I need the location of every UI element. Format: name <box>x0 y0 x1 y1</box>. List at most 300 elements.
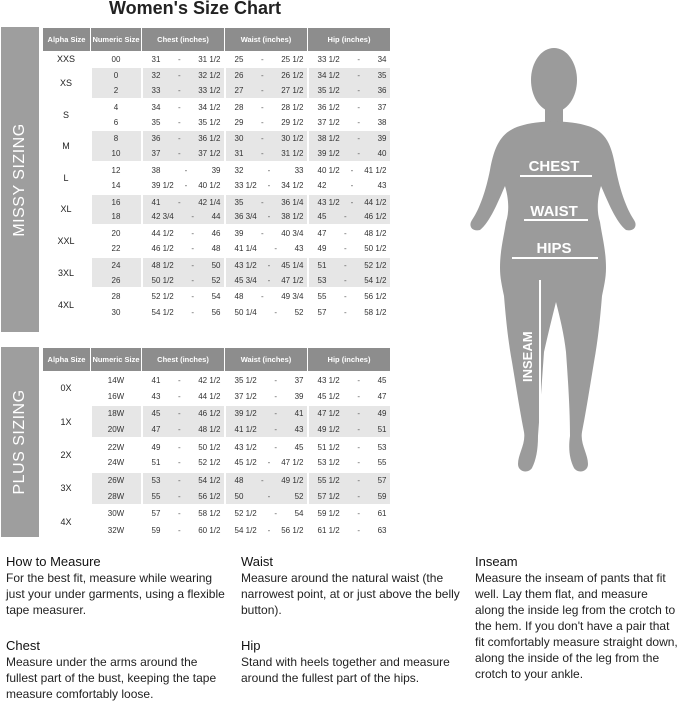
waist-range <box>226 261 307 270</box>
hip-max: 50 1/2 <box>364 243 387 253</box>
hip-min: 53 <box>317 275 327 285</box>
table-row <box>43 241 391 257</box>
hip-min: 43 1/2 <box>317 375 340 385</box>
waist-max: 47 1/2 <box>281 275 304 285</box>
hip-range-cell <box>308 83 391 99</box>
range-dash: - <box>274 375 277 385</box>
waist-text: Measure around the natural waist (the narrowest point, at or just above the belly button). <box>241 571 460 617</box>
hip-range-cell <box>308 225 391 241</box>
waist-header: Waist (inches) <box>225 348 308 372</box>
chest-range <box>143 409 224 418</box>
hip-range-cell <box>308 194 391 210</box>
hip-min: 33 1/2 <box>317 54 340 64</box>
plus-size-table <box>42 347 392 538</box>
numeric-size-cell: 18 <box>91 209 142 225</box>
waist-range-cell <box>225 130 308 146</box>
hip-min: 59 1/2 <box>317 509 340 519</box>
waist-header: Waist (inches) <box>225 28 308 52</box>
hip-range-cell <box>308 52 391 68</box>
table-row <box>43 273 391 289</box>
numeric-size-cell: 00 <box>91 52 142 68</box>
waist-max: 38 1/2 <box>281 212 304 222</box>
hip-min: 57 <box>317 307 327 317</box>
chest-range-cell <box>142 438 225 455</box>
waist-min: 50 <box>234 491 244 501</box>
table-row <box>43 522 391 539</box>
chest-range <box>143 509 224 518</box>
hip-range-cell <box>308 162 391 178</box>
chest-range-cell <box>142 209 225 225</box>
chest-min: 51 <box>151 458 161 468</box>
chest-range-cell <box>142 194 225 210</box>
hip-range <box>309 308 390 317</box>
hip-range-cell <box>308 472 391 489</box>
range-dash: - <box>357 424 360 434</box>
waist-max: 41 <box>294 409 304 419</box>
chest-range <box>143 261 224 270</box>
hip-min: 45 <box>317 212 327 222</box>
range-dash: - <box>191 292 194 302</box>
table-row <box>43 67 391 83</box>
table-row <box>43 488 391 505</box>
range-dash: - <box>357 85 360 95</box>
range-dash: - <box>191 307 194 317</box>
range-dash: - <box>177 491 181 501</box>
waist-range <box>226 71 307 80</box>
hip-range <box>309 134 390 143</box>
chest-range-cell <box>142 505 225 522</box>
hip-range-cell <box>308 288 391 304</box>
chest-range-cell <box>142 304 225 320</box>
waist-range-cell <box>225 273 308 289</box>
chest-range <box>143 308 224 317</box>
how-to-measure-heading: How to Measure <box>6 554 101 569</box>
table-row <box>43 472 391 489</box>
alpha-size-header: Alpha Size <box>43 28 91 52</box>
waist-min: 54 1/2 <box>234 525 257 535</box>
hip-min: 49 <box>317 243 327 253</box>
range-dash: - <box>177 117 181 127</box>
chest-max: 54 1/2 <box>198 475 221 485</box>
hip-range <box>309 526 390 535</box>
hip-range-cell <box>308 438 391 455</box>
range-dash: - <box>260 71 264 81</box>
table-row <box>43 83 391 99</box>
inseam-section <box>475 554 679 682</box>
hip-max: 38 <box>377 117 387 127</box>
alpha-size-cell: L <box>43 162 91 194</box>
waist-range-cell <box>225 488 308 505</box>
hip-min: 40 1/2 <box>317 165 340 175</box>
table-row <box>43 455 391 472</box>
hip-min: 61 1/2 <box>317 525 340 535</box>
range-dash: - <box>267 260 271 270</box>
alpha-size-cell: M <box>43 130 91 162</box>
chest-min: 35 <box>151 117 161 127</box>
waist-range <box>226 409 307 418</box>
alpha-size-cell: XL <box>43 194 91 226</box>
chest-min: 36 <box>151 134 161 144</box>
chest-min: 49 <box>151 442 161 452</box>
hip-range <box>309 166 390 175</box>
waist-range-cell <box>225 178 308 194</box>
waist-range-cell <box>225 304 308 320</box>
hip-max: 46 1/2 <box>364 212 387 222</box>
waist-range-cell <box>225 522 308 539</box>
chest-text: Measure under the arms around the fullest part of the bust, keeping the tape measure comfortably loose. <box>6 655 217 701</box>
range-dash: - <box>343 243 347 253</box>
alpha-size-header: Alpha Size <box>43 348 91 372</box>
range-dash: - <box>343 292 347 302</box>
hip-max: 45 <box>377 375 387 385</box>
range-dash: - <box>260 197 264 207</box>
chest-min: 34 <box>151 102 161 112</box>
waist-range-cell <box>225 455 308 472</box>
range-dash: - <box>350 197 354 207</box>
alpha-size-cell: 4X <box>43 505 91 538</box>
hip-range <box>309 376 390 385</box>
chest-range <box>143 55 224 64</box>
alpha-size-cell: XXL <box>43 225 91 257</box>
range-dash: - <box>343 229 347 239</box>
table-row <box>43 388 391 405</box>
alpha-size-cell: 4XL <box>43 288 91 320</box>
chest-max: 42 1/4 <box>198 197 221 207</box>
range-dash: - <box>357 117 360 127</box>
chest-min: 53 <box>151 475 161 485</box>
waist-range-cell <box>225 472 308 489</box>
waist-max: 49 1/2 <box>281 475 304 485</box>
range-dash: - <box>177 375 181 385</box>
hip-range-cell <box>308 405 391 422</box>
hip-range <box>309 118 390 127</box>
waist-max: 56 1/2 <box>281 525 304 535</box>
range-dash: - <box>357 509 360 519</box>
range-dash: - <box>177 409 181 419</box>
hip-min: 36 1/2 <box>317 102 340 112</box>
range-dash: - <box>177 134 181 144</box>
range-dash: - <box>267 458 271 468</box>
hip-max: 63 <box>377 525 387 535</box>
waist-max: 37 <box>294 375 304 385</box>
waist-range <box>226 276 307 285</box>
numeric-size-cell: 20 <box>91 225 142 241</box>
waist-min: 26 <box>234 71 244 81</box>
numeric-size-cell: 16W <box>91 388 142 405</box>
range-dash: - <box>267 165 271 175</box>
chest-range-cell <box>142 83 225 99</box>
range-dash: - <box>357 491 360 501</box>
hip-min: 35 1/2 <box>317 85 340 95</box>
waist-range-cell <box>225 505 308 522</box>
waist-min: 41 1/2 <box>234 424 257 434</box>
waist-min: 39 <box>234 229 244 239</box>
waist-min: 35 <box>234 197 244 207</box>
alpha-size-cell: XS <box>43 67 91 99</box>
range-dash: - <box>274 391 277 401</box>
numeric-size-cell: 10 <box>91 146 142 162</box>
range-dash: - <box>357 475 360 485</box>
hip-range <box>309 229 390 238</box>
hip-max: 52 1/2 <box>364 260 387 270</box>
range-dash: - <box>177 149 181 159</box>
chest-range-cell <box>142 257 225 273</box>
chest-max: 46 <box>211 229 221 239</box>
chest-max: 52 1/2 <box>198 458 221 468</box>
chest-range-cell <box>142 288 225 304</box>
waist-range <box>226 134 307 143</box>
waist-range <box>226 376 307 385</box>
chest-max: 32 1/2 <box>198 71 221 81</box>
waist-max: 29 1/2 <box>281 117 304 127</box>
chest-min: 38 <box>151 165 161 175</box>
numeric-size-cell: 12 <box>91 162 142 178</box>
table-row <box>43 209 391 225</box>
chest-range-cell <box>142 273 225 289</box>
chest-max: 56 <box>211 307 221 317</box>
chest-range <box>143 181 224 190</box>
hip-max: 39 <box>377 134 387 144</box>
page-title: Women's Size Chart <box>109 0 281 18</box>
numeric-size-cell: 30 <box>91 304 142 320</box>
chest-min: 50 1/2 <box>151 275 174 285</box>
chest-range-cell <box>142 146 225 162</box>
hip-min: 39 1/2 <box>317 149 340 159</box>
chest-max: 36 1/2 <box>198 134 221 144</box>
range-dash: - <box>177 197 181 207</box>
hip-range <box>309 198 390 207</box>
waist-min: 45 3/4 <box>234 275 257 285</box>
hip-max: 40 <box>377 149 387 159</box>
waist-max: 52 <box>294 307 304 317</box>
hip-range-cell <box>308 522 391 539</box>
hip-range <box>309 276 390 285</box>
range-dash: - <box>177 391 181 401</box>
waist-range-cell <box>225 83 308 99</box>
chest-range <box>143 244 224 253</box>
chest-min: 57 <box>151 509 161 519</box>
hip-range <box>309 86 390 95</box>
waist-range <box>226 212 307 221</box>
numeric-size-cell: 16 <box>91 194 142 210</box>
hip-min: 34 1/2 <box>317 71 340 81</box>
waist-min: 43 1/2 <box>234 442 257 452</box>
range-dash: - <box>267 275 271 285</box>
numeric-size-cell: 18W <box>91 405 142 422</box>
waist-max: 43 <box>294 243 304 253</box>
waist-max: 43 <box>294 424 304 434</box>
chest-range <box>143 526 224 535</box>
hip-min: 51 1/2 <box>317 442 340 452</box>
waist-range <box>226 308 307 317</box>
range-dash: - <box>177 442 181 452</box>
hip-min: 37 1/2 <box>317 117 340 127</box>
waist-range <box>226 103 307 112</box>
waist-range <box>226 55 307 64</box>
chest-range-cell <box>142 422 225 439</box>
hip-min: 53 1/2 <box>317 458 340 468</box>
chest-min: 45 <box>151 409 161 419</box>
waist-min: 28 <box>234 102 244 112</box>
chest-max: 35 1/2 <box>198 117 221 127</box>
waist-max: 49 3/4 <box>281 292 304 302</box>
table-row <box>43 257 391 273</box>
hip-heading: Hip <box>241 638 261 653</box>
range-dash: - <box>267 491 271 501</box>
hip-min: 57 1/2 <box>317 491 340 501</box>
waist-max: 47 1/2 <box>281 458 304 468</box>
waist-max: 36 1/4 <box>281 197 304 207</box>
hip-range <box>309 458 390 467</box>
alpha-size-cell: 3X <box>43 472 91 505</box>
hip-range-cell <box>308 304 391 320</box>
table-header-row <box>43 348 391 372</box>
chest-range <box>143 229 224 238</box>
waist-range-cell <box>225 405 308 422</box>
range-dash: - <box>177 102 181 112</box>
how-to-measure-text: For the best fit, measure while wearing just your under garments, using a flexible tape measurer. <box>6 571 225 617</box>
chest-range-cell <box>142 162 225 178</box>
hip-max: 61 <box>377 509 387 519</box>
hip-range-cell <box>308 273 391 289</box>
hip-header: Hip (inches) <box>308 28 391 52</box>
hip-range <box>309 149 390 158</box>
waist-range <box>226 86 307 95</box>
table-row <box>43 52 391 68</box>
chest-range-cell <box>142 115 225 131</box>
chest-min: 32 <box>151 71 161 81</box>
hip-max: 37 <box>377 102 387 112</box>
range-dash: - <box>357 525 360 535</box>
alpha-size-cell: 3XL <box>43 257 91 289</box>
range-dash: - <box>274 442 277 452</box>
chest-min: 31 <box>151 54 161 64</box>
waist-min: 52 1/2 <box>234 509 257 519</box>
chest-min: 55 <box>151 491 161 501</box>
numeric-size-cell: 20W <box>91 422 142 439</box>
hip-max: 36 <box>377 85 387 95</box>
waist-min: 32 <box>234 165 244 175</box>
range-dash: - <box>177 424 181 434</box>
waist-range <box>226 229 307 238</box>
hip-range-cell <box>308 209 391 225</box>
hip-range <box>309 392 390 401</box>
waist-range-cell <box>225 438 308 455</box>
chest-range <box>143 166 224 175</box>
hip-min: 38 1/2 <box>317 134 340 144</box>
chest-min: 46 1/2 <box>151 243 174 253</box>
waist-range-cell <box>225 146 308 162</box>
waist-range <box>226 181 307 190</box>
range-dash: - <box>350 180 354 190</box>
chest-range <box>143 103 224 112</box>
waist-min: 36 3/4 <box>234 212 257 222</box>
chest-min: 37 <box>151 149 161 159</box>
waist-range <box>226 118 307 127</box>
range-dash: - <box>177 509 181 519</box>
chest-range <box>143 198 224 207</box>
hip-max: 53 <box>377 442 387 452</box>
chest-range <box>143 149 224 158</box>
waist-min: 27 <box>234 85 244 95</box>
missy-size-table <box>42 27 392 320</box>
chest-section <box>6 638 231 702</box>
table-header-row <box>43 28 391 52</box>
table-row <box>43 304 391 320</box>
hip-min: 47 1/2 <box>317 409 340 419</box>
inseam-heading: Inseam <box>475 554 518 569</box>
chest-range-cell <box>142 130 225 146</box>
hip-max: 48 1/2 <box>364 229 387 239</box>
range-dash: - <box>357 149 360 159</box>
hip-header: Hip (inches) <box>308 348 391 372</box>
waist-range <box>226 244 307 253</box>
table-row <box>43 194 391 210</box>
chest-max: 58 1/2 <box>198 509 221 519</box>
waist-max: 52 <box>294 491 304 501</box>
hip-range <box>309 212 390 221</box>
hip-range <box>309 181 390 190</box>
waist-min: 25 <box>234 54 244 64</box>
range-dash: - <box>260 102 264 112</box>
waist-min: 45 1/2 <box>234 458 257 468</box>
chest-max: 39 <box>211 165 221 175</box>
hip-min: 43 1/2 <box>317 197 340 207</box>
chest-max: 54 <box>211 292 221 302</box>
waist-min: 35 1/2 <box>234 375 257 385</box>
waist-section <box>241 554 466 618</box>
chest-range <box>143 425 224 434</box>
hip-min: 55 <box>317 292 327 302</box>
chest-range <box>143 134 224 143</box>
hip-max: 34 <box>377 54 387 64</box>
inseam-text: Measure the inseam of pants that fit well. Lay them flat, and measure along the inside leg from the crotch to the hem. If you don't have a pair that fit comfortably measure straight down, along the inside of the leg from the crotch to your ankle. <box>475 571 678 681</box>
waist-min: 48 <box>234 475 244 485</box>
range-dash: - <box>177 525 181 535</box>
chest-max: 44 1/2 <box>198 391 221 401</box>
range-dash: - <box>177 458 181 468</box>
range-dash: - <box>274 409 277 419</box>
range-dash: - <box>274 509 277 519</box>
range-dash: - <box>357 134 360 144</box>
range-dash: - <box>184 180 188 190</box>
chest-range <box>143 71 224 80</box>
waist-max: 28 1/2 <box>281 102 304 112</box>
hip-max: 59 <box>377 491 387 501</box>
hip-range <box>309 103 390 112</box>
range-dash: - <box>191 229 194 239</box>
hip-range <box>309 509 390 518</box>
hip-range-cell <box>308 372 391 389</box>
hip-min: 55 1/2 <box>317 475 340 485</box>
missy-sizing-text: MISSY SIZING <box>11 122 28 237</box>
waist-range <box>226 492 307 501</box>
range-dash: - <box>260 292 264 302</box>
hip-range <box>309 261 390 270</box>
chest-min: 48 1/2 <box>151 260 174 270</box>
table-row <box>43 405 391 422</box>
chest-range <box>143 376 224 385</box>
hip-range <box>309 476 390 485</box>
waist-max: 39 <box>294 391 304 401</box>
chest-range <box>143 458 224 467</box>
table-row <box>43 422 391 439</box>
waist-max: 33 <box>294 165 304 175</box>
table-row <box>43 146 391 162</box>
hip-range-cell <box>308 388 391 405</box>
chest-min: 54 1/2 <box>151 307 174 317</box>
hip-range-cell <box>308 257 391 273</box>
